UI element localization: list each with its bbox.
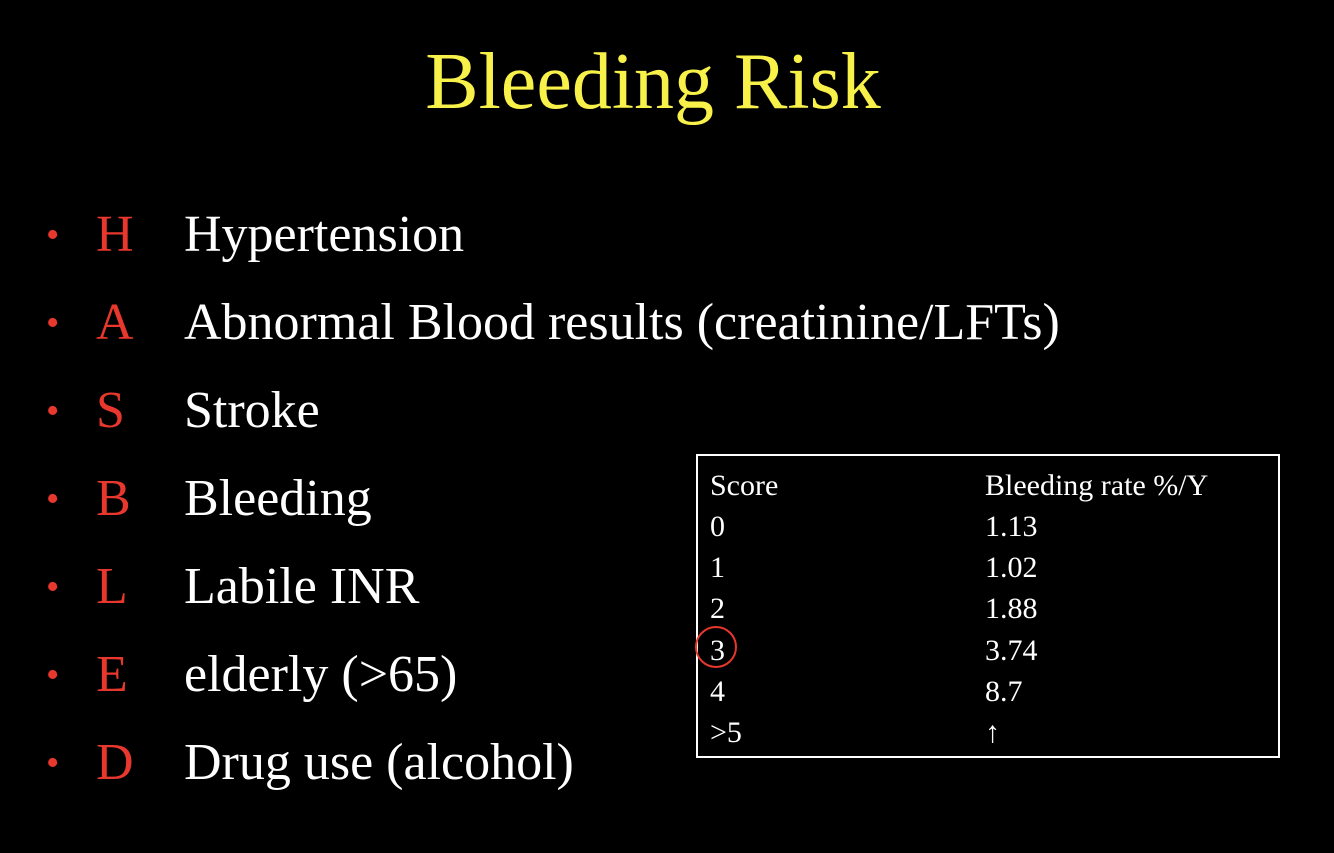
- bullet-dot: •: [46, 214, 60, 256]
- rate-cell: 1.02: [985, 551, 1038, 584]
- table-row: [698, 588, 1278, 629]
- bullet-item-s: [0, 376, 1334, 446]
- table-row: [698, 630, 1278, 671]
- bullet-letter: S: [96, 382, 125, 439]
- table-row: [698, 506, 1278, 547]
- bullet-text: Labile INR: [184, 558, 420, 615]
- rate-column-header: Bleeding rate %/Y: [985, 469, 1209, 502]
- rate-cell: 8.7: [985, 675, 1023, 708]
- score-cell: 0: [710, 510, 725, 543]
- score-column-header: Score: [710, 469, 779, 502]
- bullet-text: Bleeding: [184, 470, 372, 527]
- bullet-item-a: [0, 288, 1334, 358]
- bullet-text: Drug use (alcohol): [184, 734, 574, 791]
- score-cell: 2: [710, 592, 725, 625]
- bleeding-rate-table: [696, 454, 1280, 758]
- slide-title: Bleeding Risk: [425, 38, 881, 126]
- bullet-letter: E: [96, 646, 128, 703]
- bullet-dot: •: [46, 478, 60, 520]
- bullet-dot: •: [46, 742, 60, 784]
- bullet-text: Hypertension: [184, 206, 465, 263]
- score-highlight-circle: [695, 626, 737, 668]
- bullet-dot: •: [46, 654, 60, 696]
- rate-cell: 3.74: [985, 634, 1038, 667]
- bullet-item-h: [0, 200, 1334, 270]
- bullet-letter: D: [96, 734, 134, 791]
- bullet-text: Abnormal Blood results (creatinine/LFTs): [184, 294, 1060, 351]
- bullet-text: Stroke: [184, 382, 320, 439]
- rate-cell-up-arrow: ↑: [985, 716, 1000, 749]
- bullet-letter: A: [96, 294, 134, 351]
- bullet-dot: •: [46, 566, 60, 608]
- table-header-row: [698, 465, 1278, 506]
- rate-cell: 1.88: [985, 592, 1038, 625]
- bullet-letter: H: [96, 206, 134, 263]
- bullet-dot: •: [46, 302, 60, 344]
- bullet-letter: B: [96, 470, 131, 527]
- score-cell: >5: [710, 716, 742, 749]
- score-cell-highlighted: 3: [710, 634, 725, 667]
- score-cell: 1: [710, 551, 725, 584]
- table-row: [698, 547, 1278, 588]
- score-cell: 4: [710, 675, 725, 708]
- table-row: [698, 712, 1278, 753]
- bullet-text: elderly (>65): [184, 646, 458, 703]
- bullet-letter: L: [96, 558, 128, 615]
- bullet-dot: •: [46, 390, 60, 432]
- rate-cell: 1.13: [985, 510, 1038, 543]
- table-row: [698, 671, 1278, 712]
